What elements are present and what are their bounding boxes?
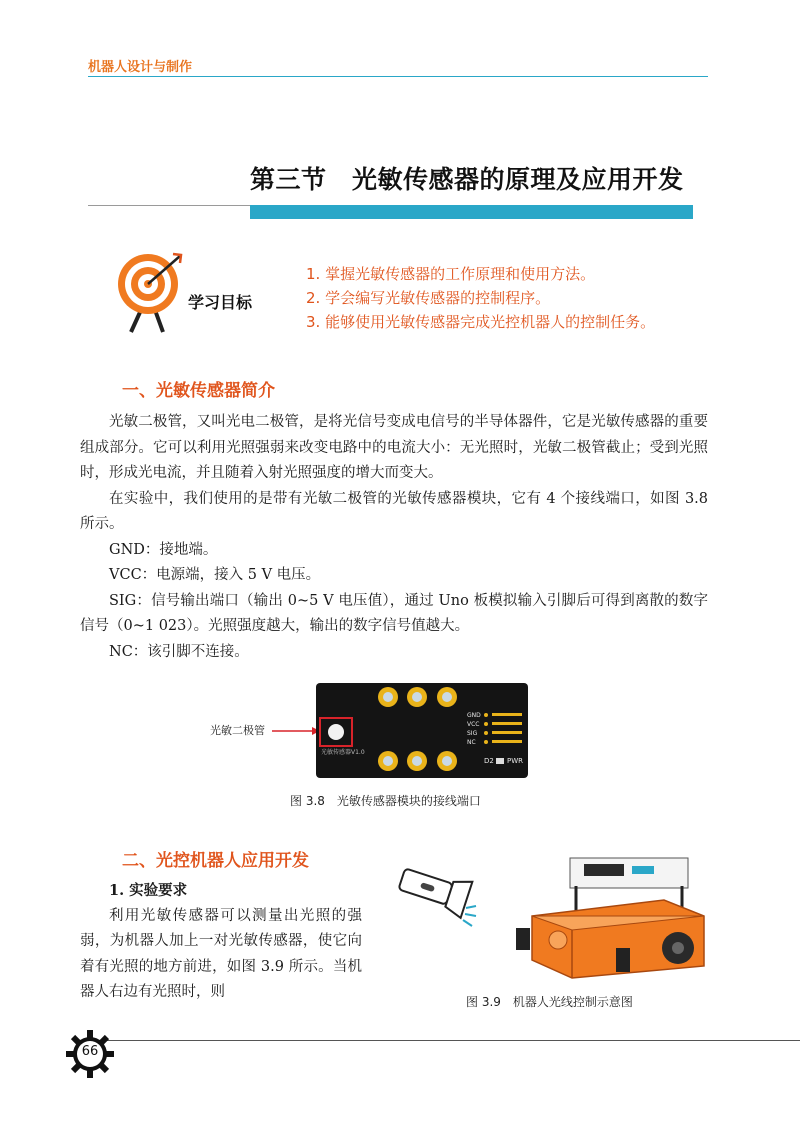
- target-icon: [118, 252, 188, 334]
- sensor-module-image: [316, 683, 528, 778]
- page-number: 66: [81, 1044, 99, 1059]
- photodiode-callout: 光敏二极管: [210, 724, 265, 737]
- objective-item: 2. 学会编写光敏传感器的控制程序。: [306, 289, 551, 307]
- paragraph: 光敏二极管，又叫光电二极管，是将光信号变成电信号的半导体器件，它是光敏传感器的重要组成部分。它可以利用光照强弱来改变电路中的电流大小：无光照时，光敏二极管截止；受到光照时，形成光电流，并且随着入射光照强度的增大而变大。: [80, 414, 708, 481]
- figure-3-8-caption: 图 3.8 光敏传感器模块的接线端口: [290, 794, 481, 808]
- part1-body: [80, 410, 708, 665]
- pin-label-sig: SIG: [467, 730, 478, 737]
- footer-rule: [104, 1040, 800, 1041]
- d2-label: D2: [484, 757, 494, 765]
- section-title: 第三节 光敏传感器的原理及应用开发: [250, 165, 684, 194]
- paragraph: NC：该引脚不连接。: [109, 643, 249, 660]
- pin-label-nc: NC: [467, 739, 476, 746]
- callout-arrow-icon: [272, 726, 320, 736]
- title-underline: [88, 205, 253, 206]
- pin-label-vcc: VCC: [467, 721, 480, 728]
- figure-3-9-caption: 图 3.9 机器人光线控制示意图: [466, 995, 633, 1009]
- paragraph: 利用光敏传感器可以测量出光照的强弱，为机器人加上一对光敏传感器，使它向着有光照的地方前进，如图 3.9 所示。当机器人右边有光照时，则: [80, 907, 362, 1000]
- heading-part1: 一、光敏传感器简介: [122, 381, 275, 401]
- photodiode-highlight: [319, 717, 353, 747]
- pwr-label: PWR: [507, 757, 524, 765]
- running-head: 机器人设计与制作: [88, 60, 193, 75]
- paragraph: 在实验中，我们使用的是带有光敏二极管的光敏传感器模块，它有 4 个接线端口，如图 3.8 所示。: [80, 490, 708, 532]
- heading-part2: 二、光控机器人应用开发: [122, 851, 309, 871]
- subheading-requirements: 1. 实验要求: [109, 882, 188, 899]
- robot-flashlight-illustration: [392, 856, 712, 986]
- part2-body: [80, 878, 362, 1006]
- header-rule: [88, 76, 708, 77]
- objective-item: 3. 能够使用光敏传感器完成光控机器人的控制任务。: [306, 313, 656, 331]
- paragraph: GND：接地端。: [109, 541, 218, 558]
- pin-label-gnd: GND: [467, 712, 481, 719]
- board-label: 光敏传感器V1.0: [321, 749, 365, 756]
- objectives-label: 学习目标: [188, 293, 253, 312]
- title-bar: [250, 205, 693, 219]
- paragraph: SIG：信号输出端口（输出 0~5 V 电压值），通过 Uno 板模拟输入引脚后可得到离散的数字信号（0~1 023）。光照强度越大，输出的数字信号值越大。: [80, 592, 708, 634]
- objectives-list: [306, 262, 655, 334]
- objective-item: 1. 掌握光敏传感器的工作原理和使用方法。: [306, 265, 596, 283]
- paragraph: VCC：电源端，接入 5 V 电压。: [109, 567, 321, 583]
